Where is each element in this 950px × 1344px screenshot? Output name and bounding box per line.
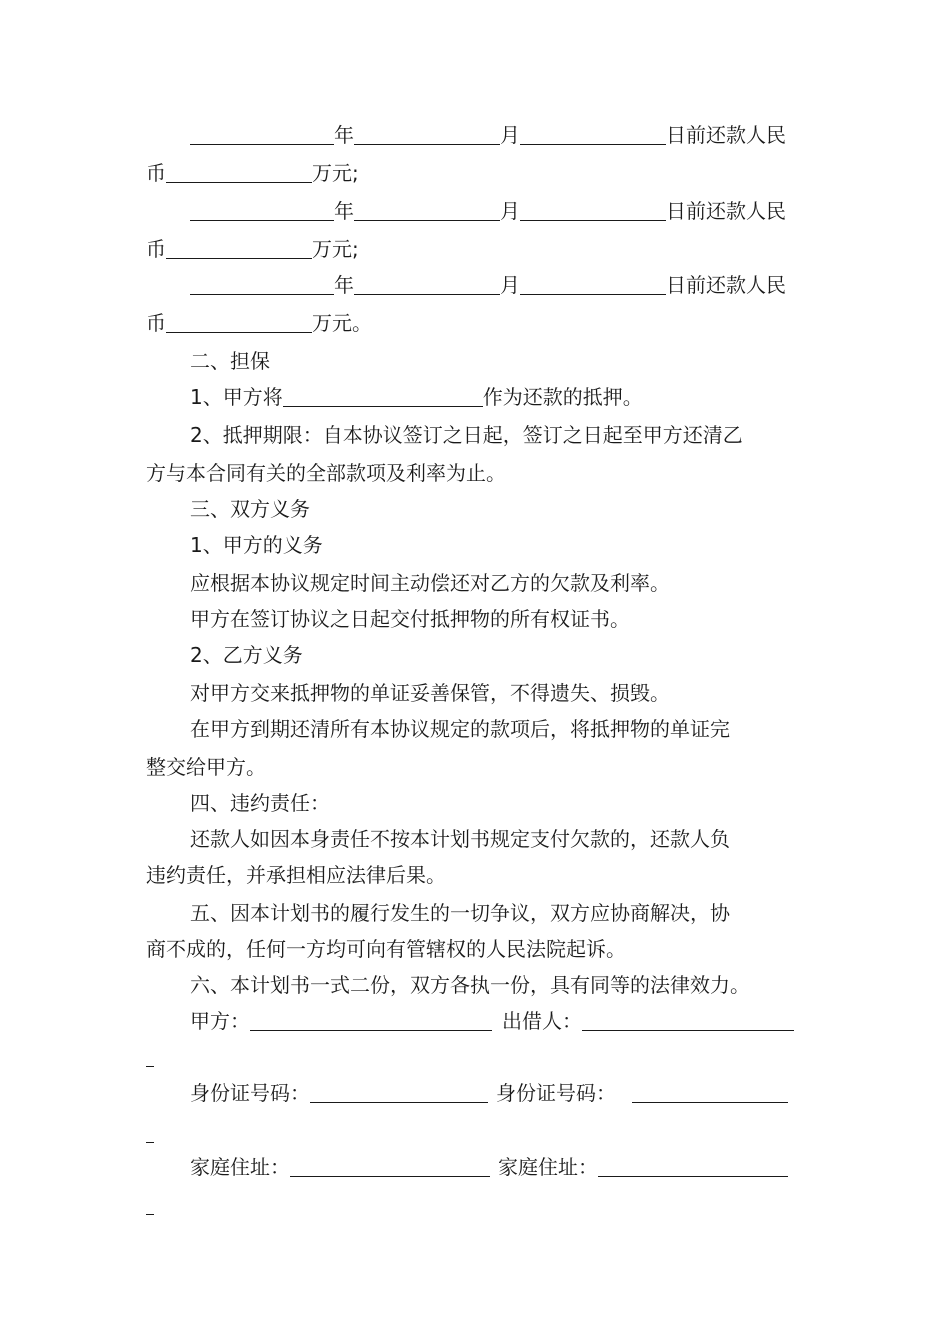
blank-year <box>190 124 334 145</box>
breach-line-2: 违约责任，并承担相应法律后果。 <box>146 863 446 887</box>
lender-id-label: 身份证号码： <box>496 1081 616 1105</box>
blank-day <box>520 274 666 295</box>
party-a-address-blank <box>290 1156 490 1177</box>
signature-id-row <box>190 1078 808 1108</box>
repayment-line-1 <box>190 120 808 150</box>
guarantee-item-1-prefix: 1、甲方将 <box>190 385 283 409</box>
lender-address-label: 家庭住址： <box>498 1155 598 1179</box>
lender-id-blank <box>632 1082 788 1103</box>
blank-collateral <box>283 386 483 407</box>
blank-day <box>520 200 666 221</box>
party-b-obligation-2-line-1: 在甲方到期还清所有本协议规定的款项后，将抵押物的单证完 <box>190 717 730 741</box>
unit-label: 万元; <box>312 161 359 185</box>
section-guarantee-heading: 二、担保 <box>190 349 270 373</box>
day-repay-label: 日前还款人民 <box>666 199 786 223</box>
lender-address-blank <box>598 1156 788 1177</box>
party-b-obligations-heading: 2、乙方义务 <box>190 643 303 667</box>
blank-month <box>354 200 500 221</box>
section-breach-heading: 四、违约责任： <box>190 791 330 815</box>
signature-id-row-wrap <box>146 1118 808 1148</box>
lender-label: 出借人： <box>502 1009 582 1033</box>
party-a-obligation-2: 甲方在签订协议之日起交付抵押物的所有权证书。 <box>190 607 630 631</box>
party-a-signature-blank <box>250 1010 492 1031</box>
repayment-line-3 <box>190 270 808 300</box>
party-a-obligations-heading: 1、甲方的义务 <box>190 533 323 557</box>
blank-month <box>354 124 500 145</box>
signature-address-row-wrap <box>146 1190 808 1220</box>
currency-label: 币 <box>146 311 166 335</box>
blank-day <box>520 124 666 145</box>
repayment-amount-2 <box>146 234 808 264</box>
party-a-id-blank <box>310 1082 488 1103</box>
repayment-amount-3 <box>146 308 808 338</box>
unit-label: 万元。 <box>312 311 372 335</box>
party-b-obligation-1: 对甲方交来抵押物的单证妥善保管，不得遗失、损毁。 <box>190 681 670 705</box>
blank-amount <box>166 238 312 259</box>
repayment-line-2 <box>190 196 808 226</box>
year-label: 年 <box>334 123 354 147</box>
dispute-line-2: 商不成的，任何一方均可向有管辖权的人民法院起诉。 <box>146 937 626 961</box>
copies-line: 六、本计划书一式二份，双方各执一份，具有同等的法律效力。 <box>190 973 750 997</box>
guarantee-item-1-suffix: 作为还款的抵押。 <box>482 385 643 409</box>
repayment-amount-1 <box>146 158 808 188</box>
signature-party-row-wrap <box>146 1042 808 1072</box>
dispute-line-1: 五、因本计划书的履行发生的一切争议，双方应协商解决，协 <box>190 901 730 925</box>
wrap-blank <box>146 1046 154 1067</box>
section-obligations-heading: 三、双方义务 <box>190 497 310 521</box>
breach-line-1: 还款人如因本身责任不按本计划书规定支付欠款的，还款人负 <box>190 827 730 851</box>
day-repay-label: 日前还款人民 <box>666 123 786 147</box>
party-a-id-label: 身份证号码： <box>190 1081 310 1105</box>
day-repay-label: 日前还款人民 <box>666 273 786 297</box>
guarantee-item-2-line-1: 2、抵押期限：自本协议签订之日起，签订之日起至甲方还清乙 <box>190 423 743 447</box>
currency-label: 币 <box>146 161 166 185</box>
signature-address-row <box>190 1152 808 1182</box>
party-a-address-label: 家庭住址： <box>190 1155 290 1179</box>
blank-year <box>190 200 334 221</box>
blank-month <box>354 274 500 295</box>
unit-label: 万元; <box>312 237 359 261</box>
blank-amount <box>166 312 312 333</box>
year-label: 年 <box>334 199 354 223</box>
year-label: 年 <box>334 273 354 297</box>
month-label: 月 <box>500 273 520 297</box>
wrap-blank <box>146 1122 154 1143</box>
month-label: 月 <box>500 123 520 147</box>
currency-label: 币 <box>146 237 166 261</box>
party-a-obligation-1: 应根据本协议规定时间主动偿还对乙方的欠款及利率。 <box>190 571 670 595</box>
guarantee-item-2-line-2: 方与本合同有关的全部款项及利率为止。 <box>146 461 506 485</box>
blank-amount <box>166 162 312 183</box>
wrap-blank <box>146 1194 154 1215</box>
guarantee-item-1 <box>190 382 808 412</box>
party-a-label: 甲方： <box>190 1009 250 1033</box>
month-label: 月 <box>500 199 520 223</box>
lender-signature-blank <box>582 1010 794 1031</box>
signature-party-row <box>190 1006 808 1036</box>
party-b-obligation-2-line-2: 整交给甲方。 <box>146 755 266 779</box>
blank-year <box>190 274 334 295</box>
